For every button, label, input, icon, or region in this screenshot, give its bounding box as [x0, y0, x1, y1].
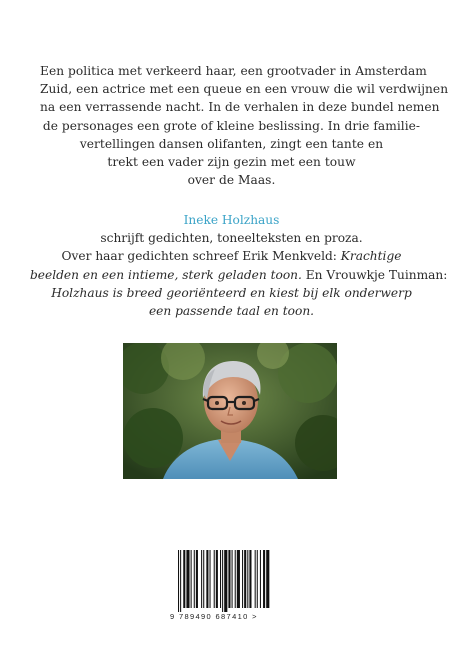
- back-cover-blurb: [40, 62, 449, 189]
- barcode-bar: [196, 550, 198, 608]
- barcode-bar: [263, 550, 265, 608]
- blurb-line: trekt een vader zijn gezin met een touw: [107, 155, 356, 170]
- barcode-bar: [266, 550, 269, 608]
- barcode-bar: [235, 550, 236, 608]
- barcode-bar: [260, 550, 261, 608]
- review-quote: Holzhaus is breed georiënteerd en kiest bij elk onderwerp: [51, 285, 412, 300]
- barcode-bar: [178, 550, 179, 612]
- blurb-line: over de Maas.: [187, 173, 276, 188]
- blurb-line: Zuid, een actrice met een queue en een vrouw die wil verdwijnen: [40, 82, 449, 97]
- barcode-bar: [247, 550, 248, 608]
- barcode-bar: [222, 550, 223, 612]
- barcode-bar: [249, 550, 251, 608]
- barcode-bar: [257, 550, 258, 608]
- author-photo: [123, 343, 337, 479]
- barcode-bar: [201, 550, 202, 608]
- bio-text: En Vrouwkje Tuinman:: [301, 267, 448, 282]
- review-quote: Krachtige: [340, 249, 402, 264]
- barcode-bar: [206, 550, 208, 608]
- barcode-bar: [186, 550, 189, 608]
- blurb-line: Een politica met verkeerd haar, een grootvader in Amsterdam: [40, 64, 427, 78]
- barcode-bar: [228, 550, 230, 608]
- barcode-bar: [224, 550, 227, 612]
- barcode-bar: [244, 550, 246, 608]
- review-quote: beelden en een intieme, sterk geladen toon.: [30, 267, 302, 282]
- barcode-bar: [220, 550, 221, 608]
- barcode-bar: [210, 550, 211, 608]
- review-quote: een passende taal en toon.: [148, 304, 315, 319]
- barcode-bar: [232, 550, 233, 608]
- barcode-bar: [255, 550, 256, 608]
- author-bio-line: schrijft gedichten, toneelteksten en proza.: [100, 231, 363, 246]
- author-bio: [30, 211, 448, 320]
- blurb-line: de personages een grote of kleine beslissing. In drie familie-: [42, 118, 421, 133]
- barcode-bar: [194, 550, 195, 608]
- isbn-number: 9 789490 687410 >: [170, 612, 258, 621]
- barcode-bar: [180, 550, 181, 612]
- author-name: Ineke Holzhaus: [183, 213, 280, 227]
- author-bio-line: [30, 266, 448, 284]
- barcode-bar: [183, 550, 185, 608]
- barcode-bar: [242, 550, 243, 608]
- blurb-line: vertellingen dansen olifanten, zingt een tante en: [79, 136, 384, 151]
- barcode-bar: [214, 550, 215, 608]
- barcode-bar: [216, 550, 218, 608]
- barcode-bar: [203, 550, 204, 608]
- barcode-bar: [237, 550, 240, 608]
- author-bio-line: [30, 247, 433, 265]
- bio-text: Over haar gedichten schreef Erik Menkveld:: [61, 249, 341, 264]
- barcode-bar: [191, 550, 192, 608]
- blurb-line: na een verrassende nacht. In de verhalen in deze bundel nemen: [40, 100, 440, 115]
